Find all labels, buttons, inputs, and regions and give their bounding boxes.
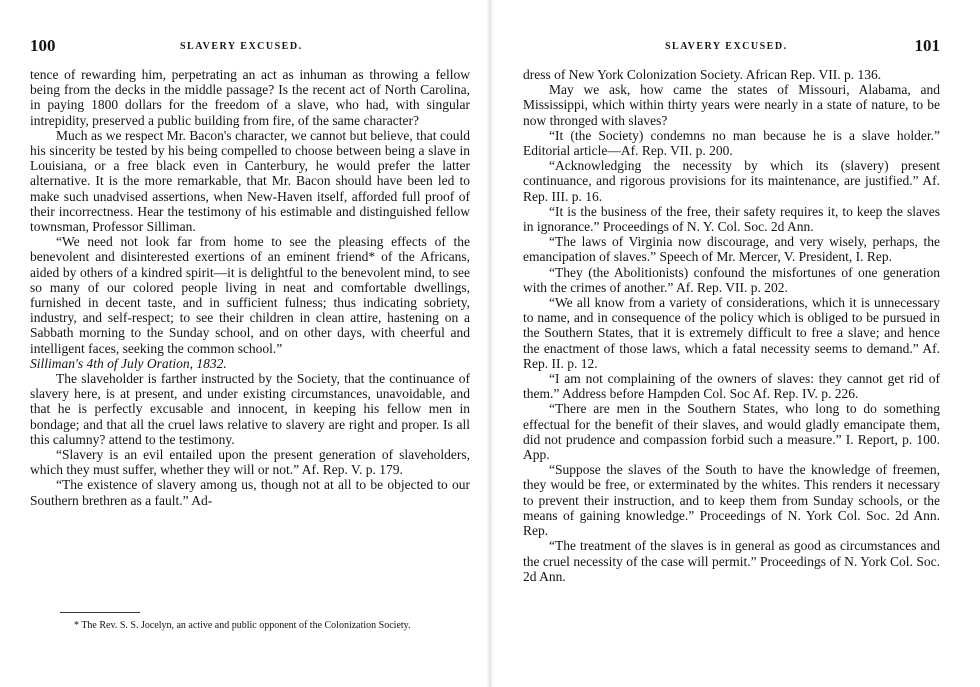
- paragraph: The slaveholder is farther instructed by the Society, that the continuance of slavery here, is at present, and under existing circumstances, unavoidable, and that he is perfectly excusable and innocent, in keeping his fellow men in bondage; and that all the cruel laws relative to slavery are right and proper. Is all this calumny? attend to the testimony.: [30, 371, 470, 447]
- quote-paragraph: “We all know from a variety of considerations, which it is unnecessary to name, and in consequence of the policy which is obliged to be pursued in the Southern States, that it is extremely difficult to free a slave; and hence the enactment of those laws, which a fatal necessity seems to demand.” Af. Rep. II. p. 12.: [523, 295, 940, 371]
- right-text-column: [523, 67, 940, 584]
- quote-paragraph: “I am not complaining of the owners of slaves: they cannot get rid of them.” Address before Hampden Col. Soc Af. Rep. IV. p. 226.: [523, 371, 940, 402]
- paragraph: May we ask, how came the states of Missouri, Alabama, and Mississippi, which within thirty years were nearly in a state of nature, to be now thronged with slaves?: [523, 82, 940, 128]
- quote-paragraph: “The laws of Virginia now discourage, and very wisely, perhaps, the emancipation of slaves.” Speech of Mr. Mercer, V. President, I. Rep.: [523, 234, 940, 265]
- left-text-column: [30, 67, 470, 508]
- footnote-rule: [60, 612, 140, 613]
- quote-paragraph: “We need not look far from home to see the pleasing effects of the benevolent and disinterested exertions of an eminent friend* of the Africans, aided by others of a kindred spirit—it is delightful to the benevolent mind, to see so many of our colored people living in neat and comfortable dwellings, furnished in decent taste, and in sufficient fulness; thus indicating sobriety, industry, and self-respect; to see their children in clean attire, hastening on a Sabbath morning to the Sunday school, and on other days, with cheerful and intelligent faces, seeking the common school.”: [30, 234, 470, 356]
- quote-paragraph: “It (the Society) condemns no man because he is a slave holder.” Editorial article—Af. Rep. VII. p. 200.: [523, 127, 940, 159]
- citation: Silliman's 4th of July Oration, 1832.: [30, 355, 227, 371]
- footnote: * The Rev. S. S. Jocelyn, an active and public opponent of the Colonization Society.: [74, 620, 411, 631]
- left-page-number: 100: [30, 36, 56, 55]
- quote-paragraph: “Acknowledging the necessity by which its (slavery) present continuance, and rigorous provisions for its maintenance, are justified.” Af. Rep. III. p. 16.: [523, 158, 940, 204]
- left-running-title: SLAVERY EXCUSED.: [180, 41, 303, 52]
- quote-paragraph: “They (the Abolitionists) confound the misfortunes of one generation with the crimes of another.” Af. Rep. VII. p. 202.: [523, 264, 940, 295]
- paragraph: Much as we respect Mr. Bacon's character, we cannot but believe, that could his sincerity be tested by his being compelled to choose between being a slave in Louisiana, or a free black even in Canterbury, he would prefer the latter alternative. It is the more remarkable, that Mr. Bacon should have been led to make such unadvised assertions, when New-Haven itself, afforded full proof of their incorrectness. Hear the testimony of his estimable and distinguished fellow townsman, Professor Silliman.: [30, 127, 470, 235]
- quote-paragraph: “Suppose the slaves of the South to have the knowledge of freemen, they would be free, or exterminated by the whites. This renders it necessary to prevent their instruction, and to keep them from Sunday schools, or the means of gaining knowledge.” Proceedings of N. York Col. Soc. 2d Ann. Rep.: [523, 462, 940, 539]
- quote-paragraph: “The existence of slavery among us, though not at all to be objected to our Southern brethren as a fault.” Ad-: [30, 477, 470, 508]
- paragraph: dress of New York Colonization Society. African Rep. VII. p. 136.: [523, 67, 882, 82]
- right-page-number: 101: [914, 36, 940, 55]
- paragraph: tence of rewarding him, perpetrating an act as inhuman as throwing a fellow being from the decks in the middle passage? Is the recent act of North Carolina, in paying 1800 dollars for the freedom of a slave, who had, with singular intrepidity, preserved a public building from fire, of the same character?: [30, 67, 470, 128]
- quote-paragraph: “It is the business of the free, their safety requires it, to keep the slaves in ignorance.” Proceedings of N. Y. Col. Soc. 2d Ann.: [523, 203, 940, 235]
- right-running-title: SLAVERY EXCUSED.: [665, 41, 788, 52]
- quote-paragraph: “There are men in the Southern States, who long to do something effectual for the benefit of their slaves, and would gladly emancipate them, did not prudence and compassion forbid such a measure.” I. Report, p. 100. App.: [523, 401, 940, 463]
- quote-paragraph: “Slavery is an evil entailed upon the present generation of slaveholders, which they must suffer, whether they will or not.” Af. Rep. V. p. 179.: [30, 447, 470, 478]
- quote-paragraph: “The treatment of the slaves is in general as good as circumstances and the cruel necessity of the case will permit.” Proceedings of N. York Col. Soc. 2d Ann.: [523, 538, 940, 584]
